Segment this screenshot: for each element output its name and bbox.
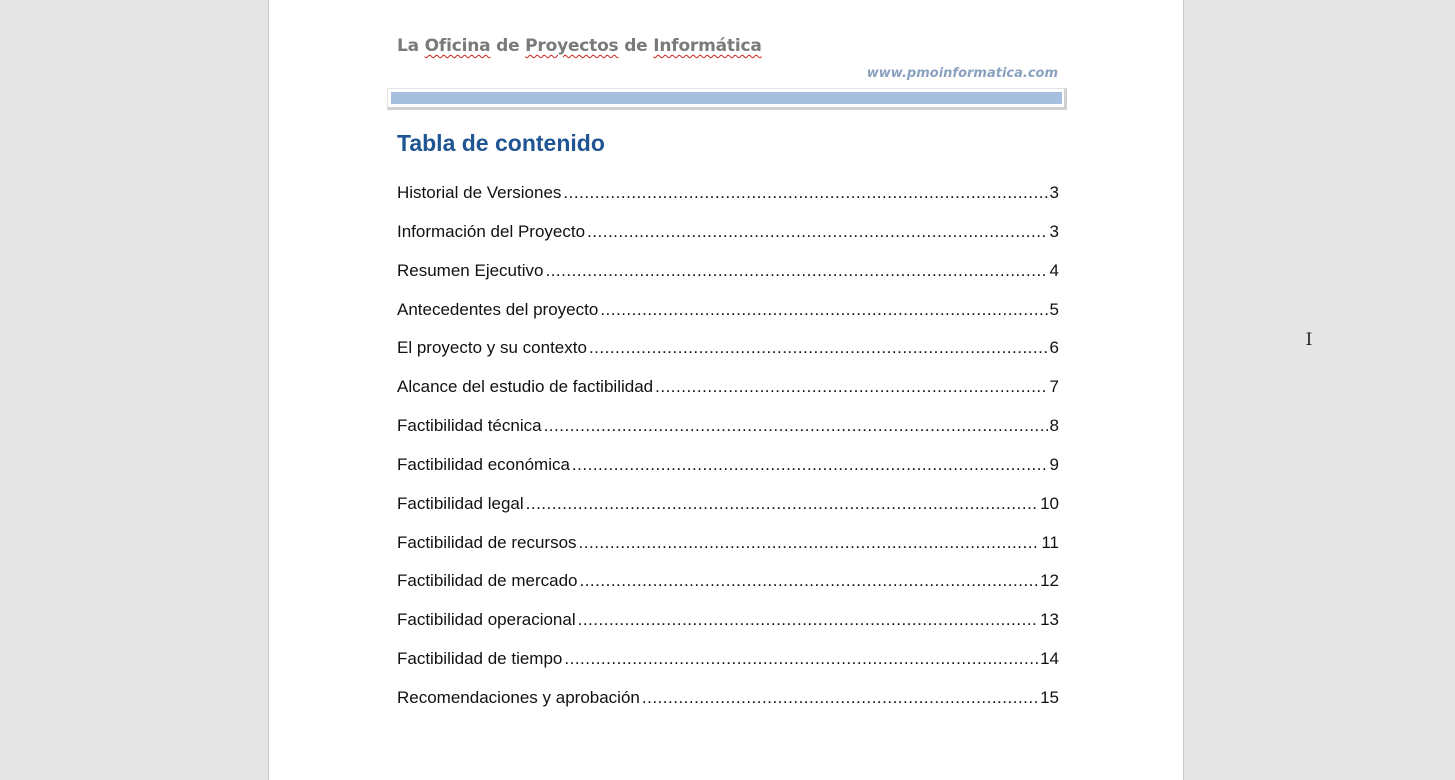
toc-entry-page: 8: [1049, 416, 1059, 436]
header-title-part: de: [618, 36, 654, 56]
toc-dot-leader: [564, 649, 1038, 669]
header-title-word-spellcheck[interactable]: Informática: [653, 36, 762, 56]
toc-entry[interactable]: [397, 338, 1059, 377]
toc-entry-label: Alcance del estudio de factibilidad: [397, 377, 654, 397]
toc-entry-page: 7: [1049, 377, 1059, 397]
toc-dot-leader: [600, 300, 1047, 320]
toc-entry[interactable]: [397, 455, 1059, 494]
toc-entry-page: 11: [1041, 532, 1059, 552]
toc-entry-label: Resumen Ejecutivo: [397, 260, 544, 280]
toc-entry-page: 4: [1049, 260, 1059, 280]
toc-entry-page: 3: [1049, 183, 1059, 202]
toc-entry-page: 13: [1040, 610, 1059, 630]
toc-dot-leader: [572, 455, 1048, 475]
toc-entry-page: 6: [1049, 338, 1059, 358]
toc-dot-leader: [589, 338, 1048, 358]
toc-entry-label: El proyecto y su contexto: [397, 338, 587, 358]
toc-entry[interactable]: [397, 300, 1059, 339]
header-title-word-spellcheck[interactable]: Oficina: [424, 36, 491, 56]
toc-entry[interactable]: [397, 649, 1059, 688]
toc-entry[interactable]: [397, 222, 1059, 261]
toc-dot-leader: [545, 261, 1047, 281]
toc-dot-leader: [563, 183, 1047, 203]
toc-entry[interactable]: [397, 183, 1059, 222]
toc-entry[interactable]: [397, 494, 1059, 533]
toc-dot-leader: [526, 494, 1038, 514]
toc-entry-page: 10: [1040, 493, 1059, 513]
toc-dot-leader: [642, 688, 1038, 708]
header-title-part: de: [490, 36, 526, 56]
header-bar-frame: [387, 88, 1067, 110]
toc-entry-page: 12: [1040, 571, 1059, 591]
toc-entry[interactable]: [397, 261, 1059, 300]
toc-entry-label: Factibilidad económica: [397, 454, 570, 474]
toc-entry[interactable]: [397, 571, 1059, 610]
toc-entry-page: 3: [1049, 221, 1059, 241]
toc-dot-leader: [544, 416, 1048, 436]
header-title-part: La: [397, 36, 425, 56]
toc-entry[interactable]: [397, 533, 1059, 572]
header-color-bar: [391, 92, 1062, 104]
toc-entry-page: 5: [1049, 299, 1059, 319]
toc-dot-leader: [587, 222, 1047, 242]
toc-entry-page: 14: [1040, 649, 1059, 669]
toc-entry-page: 15: [1040, 687, 1059, 707]
toc-heading: Tabla de contenido: [397, 130, 605, 156]
document-page[interactable]: [268, 0, 1184, 780]
toc-entry-label: Factibilidad operacional: [397, 610, 576, 630]
toc-entry[interactable]: [397, 377, 1059, 416]
toc-list: [397, 183, 1059, 727]
toc-entry-page: 9: [1049, 454, 1059, 474]
toc-entry[interactable]: [397, 688, 1059, 727]
toc-entry-label: Factibilidad legal: [397, 493, 524, 513]
header-title-word-spellcheck[interactable]: Proyectos: [525, 36, 619, 56]
toc-dot-leader: [578, 610, 1038, 630]
toc-dot-leader: [655, 377, 1047, 397]
toc-dot-leader: [579, 571, 1038, 591]
toc-entry[interactable]: [397, 416, 1059, 455]
toc-entry-label: Antecedentes del proyecto: [397, 299, 599, 319]
toc-entry-label: Factibilidad técnica: [397, 416, 542, 436]
header-website-url: www.pmoinformatica.com: [866, 66, 1058, 81]
text-ibeam-cursor-icon: I: [1305, 330, 1313, 350]
toc-entry-label: Factibilidad de recursos: [397, 532, 577, 552]
toc-entry[interactable]: [397, 610, 1059, 649]
toc-entry-label: Factibilidad de tiempo: [397, 649, 563, 669]
toc-dot-leader: [579, 533, 1040, 553]
header-title: [397, 36, 762, 56]
toc-entry-label: Información del Proyecto: [397, 221, 586, 241]
toc-entry-label: Historial de Versiones: [397, 183, 562, 202]
toc-entry-label: Factibilidad de mercado: [397, 571, 578, 591]
toc-entry-label: Recomendaciones y aprobación: [397, 687, 640, 707]
